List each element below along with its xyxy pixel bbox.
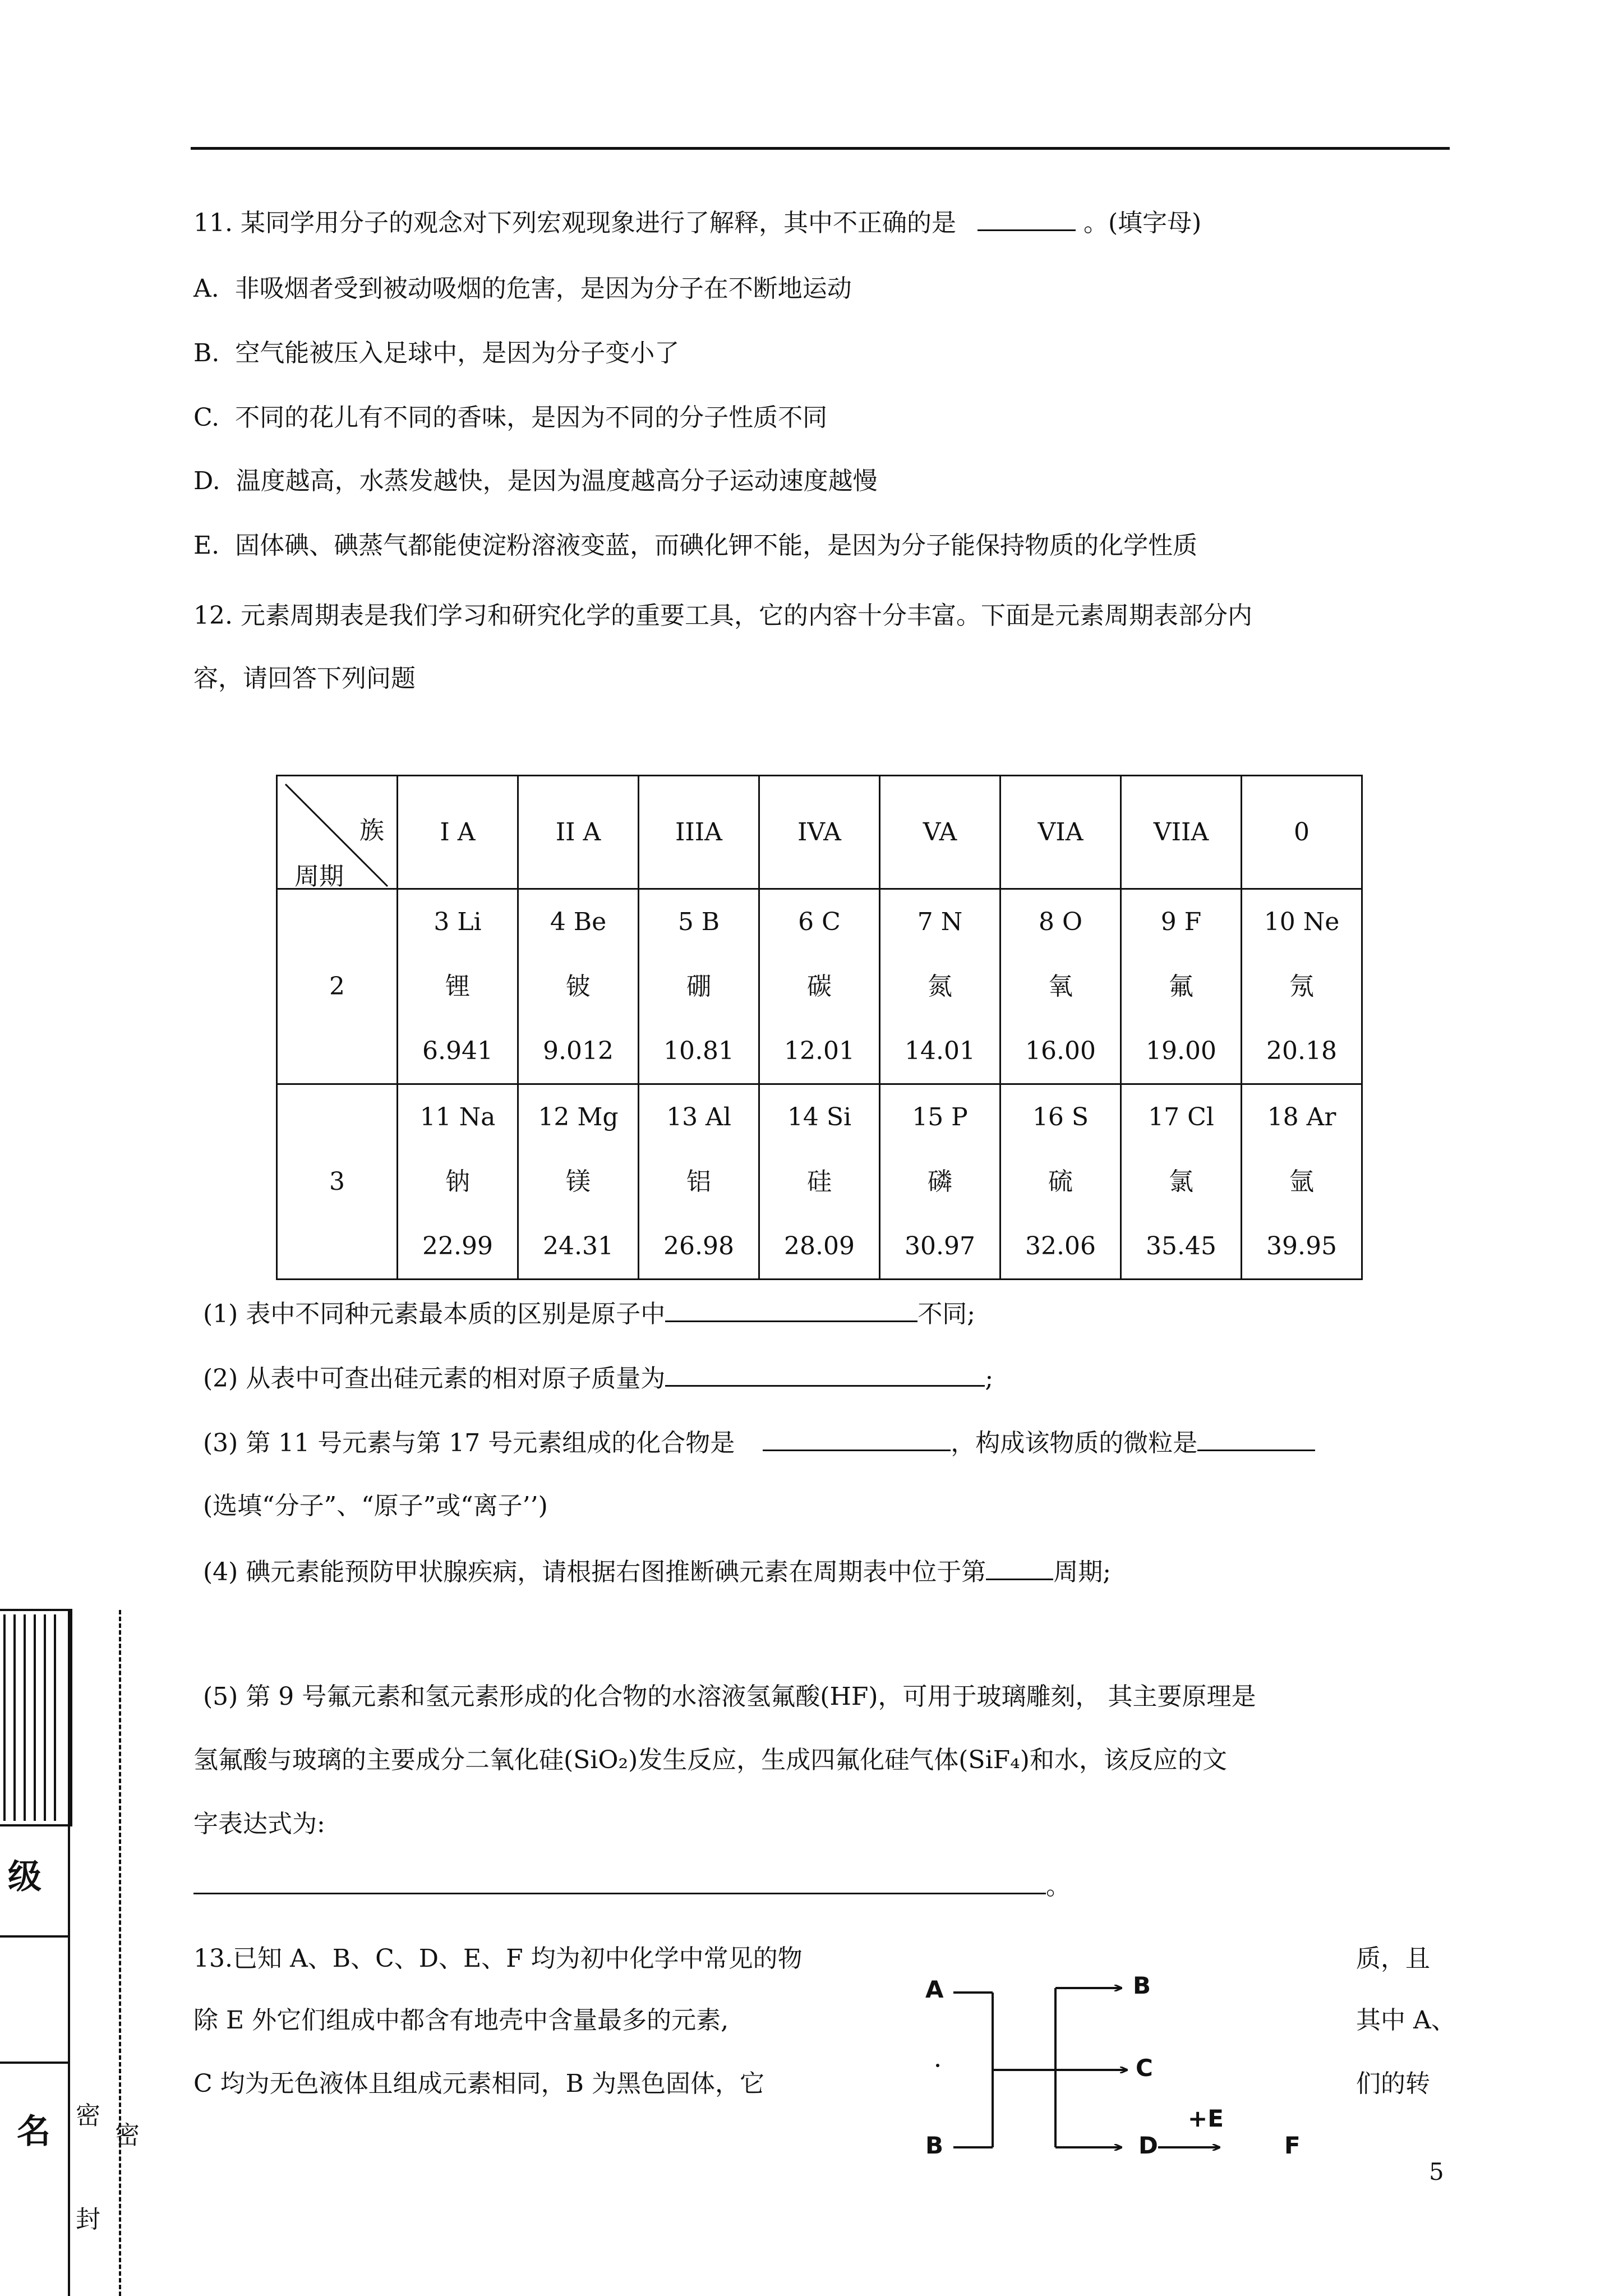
table-row bbox=[277, 889, 1362, 1084]
corner-group-label: 族 bbox=[359, 816, 384, 845]
diagram-label-b: B bbox=[925, 2132, 944, 2159]
element-cell: 4 Be 铍 9.012 bbox=[518, 889, 639, 1084]
element-cell: 3 Li 锂 6.941 bbox=[398, 889, 518, 1084]
group-header: VIA bbox=[1000, 776, 1121, 889]
period-label: 2 bbox=[277, 889, 398, 1084]
q11-option-e: E. 固体碘、碘蒸气都能使淀粉溶液变蓝，而碘化钾不能，是因为分子能保持物质的化学性质 bbox=[193, 531, 1198, 560]
q12-sub5-blank[interactable] bbox=[193, 1868, 1046, 1894]
q12-intro-line2: 容，请回答下列问题 bbox=[193, 664, 416, 693]
margin-class-label: 级 bbox=[8, 1857, 42, 1897]
group-header: I A bbox=[398, 776, 518, 889]
page-number: 5 bbox=[1429, 2158, 1444, 2185]
group-header: IIIA bbox=[639, 776, 759, 889]
q12-intro-line1: 12. 元素周期表是我们学习和研究化学的重要工具，它的内容十分丰富。下面是元素周期表部分内 bbox=[193, 601, 1252, 630]
group-header: II A bbox=[518, 776, 639, 889]
element-cell: 15 P 磷 30.97 bbox=[880, 1084, 1000, 1280]
element-cell: 7 N 氮 14.01 bbox=[880, 889, 1000, 1084]
element-cell: 13 Al 铝 26.98 bbox=[639, 1084, 759, 1280]
q12-sub3-line2: (选填“分子”、“原子”或“离子’’) bbox=[203, 1492, 548, 1520]
seal-dashed-line bbox=[119, 1610, 121, 2296]
element-cell: 9 F 氟 19.00 bbox=[1121, 889, 1242, 1084]
q11-option-b: B. 空气能被压入足球中，是因为分子变小了 bbox=[193, 339, 680, 367]
q13-line3-right: 们的转 bbox=[1356, 2069, 1430, 2098]
group-header: VA bbox=[880, 776, 1000, 889]
header-rule bbox=[191, 147, 1450, 150]
q12-sub3-blank-compound[interactable] bbox=[763, 1425, 951, 1451]
q12-sub5-answer: 。 bbox=[193, 1868, 1071, 1903]
q11-answer-blank[interactable] bbox=[978, 205, 1076, 231]
q12-sub4-blank[interactable] bbox=[986, 1554, 1053, 1580]
q12-sub1-blank[interactable] bbox=[665, 1296, 917, 1322]
q13-line1-right: 质，且 bbox=[1356, 1944, 1430, 1973]
q13-line2-right: 其中 A、 bbox=[1356, 2006, 1456, 2035]
period-label: 3 bbox=[277, 1084, 398, 1280]
diagram-lines bbox=[953, 1988, 1220, 2147]
q12-sub1: (1) 表中不同种元素最本质的区别是原子中 不同; bbox=[203, 1296, 975, 1331]
group-header: 0 bbox=[1242, 776, 1362, 889]
margin-rule bbox=[0, 1935, 70, 1938]
q13-line3-left: C 均为无色液体且组成元素相同，B 为黑色固体，它 bbox=[193, 2069, 764, 2098]
group-header: IVA bbox=[759, 776, 880, 889]
diagram-label-e: +E bbox=[1188, 2105, 1224, 2132]
element-cell: 8 O 氧 16.00 bbox=[1000, 889, 1121, 1084]
binding-stripe-box bbox=[0, 1609, 72, 1826]
q12-sub3: (3) 第 11 号元素与第 17 号元素组成的化合物是 ，构成该物质的微粒是 bbox=[203, 1425, 1315, 1460]
element-cell: 12 Mg 镁 24.31 bbox=[518, 1084, 639, 1280]
q11-option-c: C. 不同的花儿有不同的香味，是因为不同的分子性质不同 bbox=[193, 403, 828, 432]
transformation-diagram bbox=[909, 1952, 1335, 2177]
periodic-table bbox=[276, 775, 1363, 1280]
element-cell: 14 Si 硅 28.09 bbox=[759, 1084, 880, 1280]
margin-seal-char: 封 bbox=[76, 2205, 100, 2234]
diagram-label-f: F bbox=[1284, 2132, 1301, 2159]
diagram-dot bbox=[936, 2064, 939, 2067]
q12-sub3-blank-particle[interactable] bbox=[1197, 1425, 1315, 1451]
table-header-row bbox=[277, 776, 1362, 889]
q13-line2-left: 除 E 外它们组成中都含有地壳中含量最多的元素, bbox=[193, 2006, 729, 2035]
margin-name-label: 名 bbox=[17, 2112, 50, 2151]
element-cell: 17 Cl 氯 35.45 bbox=[1121, 1084, 1242, 1280]
element-cell: 18 Ar 氩 39.95 bbox=[1242, 1084, 1362, 1280]
q11-stem: 11. 某同学用分子的观念对下列宏观现象进行了解释，其中不正确的是 。(填字母) bbox=[193, 205, 1201, 240]
q11-option-d: D. 温度越高，水蒸发越快，是因为温度越高分子运动速度越慢 bbox=[193, 467, 878, 495]
q11-option-a: A. 非吸烟者受到被动吸烟的危害，是因为分子在不断地运动 bbox=[193, 274, 852, 303]
q12-sub2-blank[interactable] bbox=[665, 1360, 985, 1387]
q12-sub5-line2: 氢氟酸与玻璃的主要成分二氧化硅(SiO₂)发生反应，生成四氟化硅气体(SiF₄)和水，该反应的文 bbox=[193, 1746, 1227, 1774]
q12-sub5-line3: 字表达式为: bbox=[193, 1810, 325, 1838]
diagram-label-a: A bbox=[925, 1976, 944, 2003]
margin-rule bbox=[0, 2062, 70, 2064]
margin-vertical-rule bbox=[68, 1609, 70, 2296]
table-corner-cell bbox=[277, 776, 398, 889]
diagram-label-d: D bbox=[1138, 2132, 1158, 2159]
group-header: VIIA bbox=[1121, 776, 1242, 889]
q12-sub2: (2) 从表中可查出硅元素的相对原子质量为 ; bbox=[203, 1360, 993, 1396]
margin-seal-char: 密 bbox=[76, 2101, 100, 2130]
element-cell: 11 Na 钠 22.99 bbox=[398, 1084, 518, 1280]
q12-sub4: (4) 碘元素能预防甲状腺疾病，请根据右图推断碘元素在周期表中位于第 周期; bbox=[203, 1554, 1111, 1589]
margin-seal-char: 密 bbox=[115, 2121, 140, 2150]
diagram-label-c: C bbox=[1136, 2054, 1153, 2082]
element-cell: 16 S 硫 32.06 bbox=[1000, 1084, 1121, 1280]
diagram-label-b-product: B bbox=[1133, 1972, 1151, 1999]
corner-period-label: 周期 bbox=[294, 862, 344, 891]
table-row bbox=[277, 1084, 1362, 1280]
q13-line1-left: 13.已知 A、B、C、D、E、F 均为初中化学中常见的物 bbox=[193, 1944, 803, 1973]
element-cell: 6 C 碳 12.01 bbox=[759, 889, 880, 1084]
q12-sub5-line1: (5) 第 9 号氟元素和氢元素形成的化合物的水溶液氢氟酸(HF)，可用于玻璃雕刻， 其主要原理是 bbox=[203, 1682, 1256, 1711]
element-cell: 10 Ne 氖 20.18 bbox=[1242, 889, 1362, 1084]
element-cell: 5 B 硼 10.81 bbox=[639, 889, 759, 1084]
